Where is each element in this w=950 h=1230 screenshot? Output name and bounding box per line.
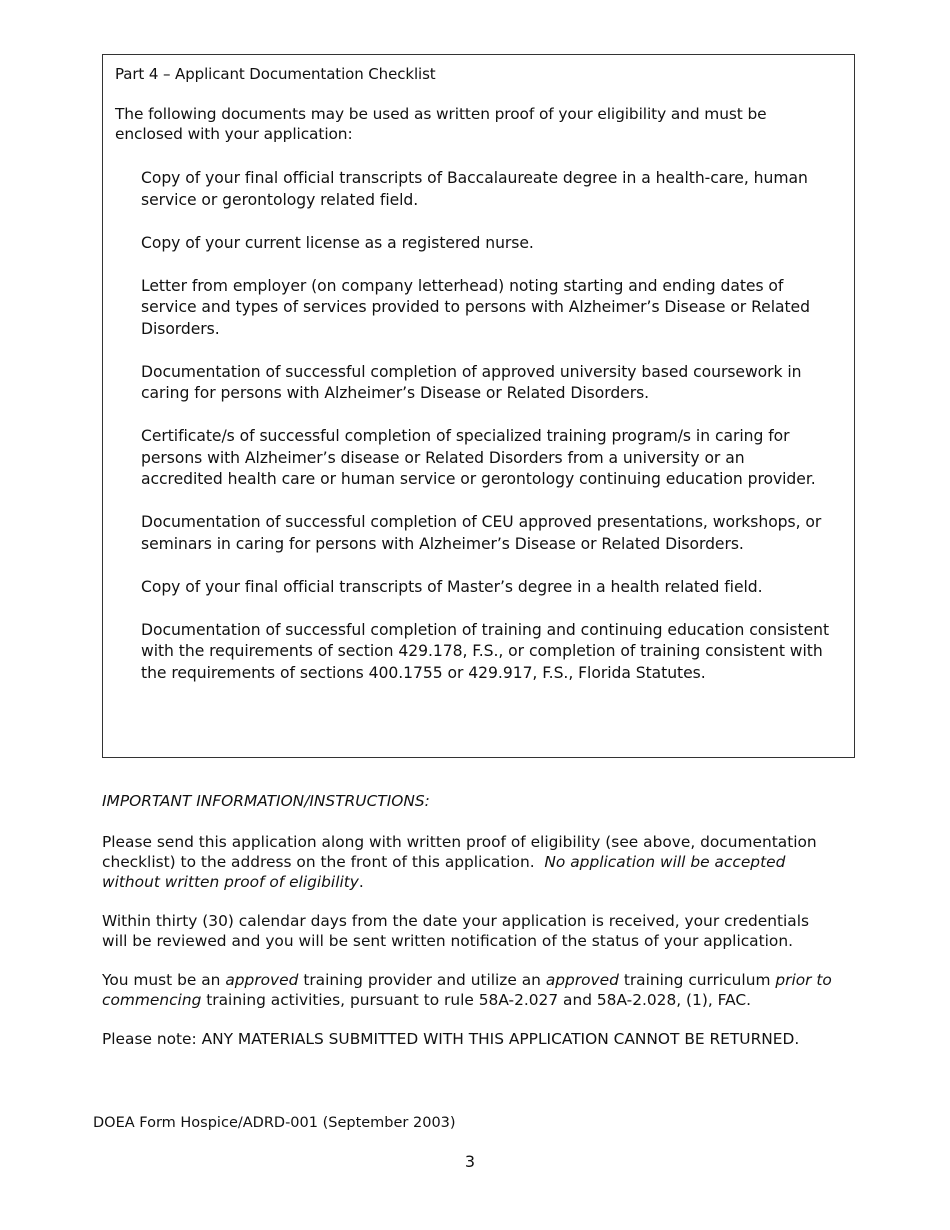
- no-application-warning: No application will be accepted without written proof of eligibility: [102, 853, 786, 891]
- checklist-heading: Part 4 – Applicant Documentation Checklist: [115, 65, 436, 83]
- prior-emphasis: prior to commencing: [102, 971, 832, 1009]
- instructions-paragraph-approved: [102, 970, 832, 1010]
- approved-emphasis-2: approved: [545, 971, 619, 989]
- instructions-paragraph-send: [102, 832, 832, 892]
- approved-text-b: training provider and utilize an: [303, 971, 541, 989]
- instructions-paragraph-review: Within thirty (30) calendar days from the date your application is received, your credentials will be reviewed and you will be sent written notification of the status of your application.: [102, 912, 809, 950]
- approved-emphasis-1: approved: [225, 971, 299, 989]
- instructions-section: [102, 791, 832, 1068]
- form-identifier: DOEA Form Hospice/ADRD-001 (September 2003): [93, 1115, 456, 1131]
- approved-text-d: training activities, pursuant to rule 58A-2.027 and 58A-2.028, (1), FAC.: [206, 991, 751, 1009]
- send-period: .: [358, 873, 364, 891]
- document-item: Documentation of successful completion of CEU approved presentations, workshops, or seminars in caring for persons with Alzheimer’s Disease or Related Disorders.: [141, 513, 822, 553]
- document-item: Letter from employer (on company letterhead) noting starting and ending dates of service and types of services provided to persons with Alzheimer’s Disease or Related Disorders.: [141, 276, 810, 338]
- document-item: Copy of your current license as a registered nurse.: [141, 233, 534, 252]
- document-item: Certificate/s of successful completion of specialized training program/s in caring for persons with Alzheimer’s disease or Related Disorders from a university or an accredited health care or human service or gerontology continuing education provider.: [141, 427, 816, 488]
- document-item: Documentation of successful completion of approved university based coursework in caring for persons with Alzheimer’s Disease or Related Disorders.: [141, 362, 802, 402]
- document-item: Documentation of successful completion of training and continuing education consistent with the requirements of section 429.178, F.S., or completion of training consistent with the requirements of sections 400.1755 or 429.917, F.S., Florida Statutes.: [141, 620, 830, 682]
- page-number: 3: [464, 1152, 476, 1171]
- document-item: Copy of your final official transcripts of Baccalaureate degree in a health-care, human service or gerontology related field.: [141, 169, 808, 209]
- approved-text-c: training curriculum: [623, 971, 771, 989]
- documentation-checklist-box: [102, 54, 855, 758]
- instructions-heading: IMPORTANT INFORMATION/INSTRUCTIONS:: [102, 792, 430, 810]
- instructions-paragraph-note: Please note: ANY MATERIALS SUBMITTED WITH THIS APPLICATION CANNOT BE RETURNED.: [102, 1030, 800, 1048]
- approved-text-a: You must be an: [102, 971, 221, 989]
- document-item: Copy of your final official transcripts of Master’s degree in a health related field.: [141, 577, 763, 596]
- document-list: [141, 168, 831, 706]
- checklist-intro: The following documents may be used as written proof of your eligibility and must be enclosed with your application:: [115, 105, 767, 143]
- send-text: Please send this application along with written proof of eligibility (see above, documentation checklist) to the address on the front of this application.: [102, 833, 817, 871]
